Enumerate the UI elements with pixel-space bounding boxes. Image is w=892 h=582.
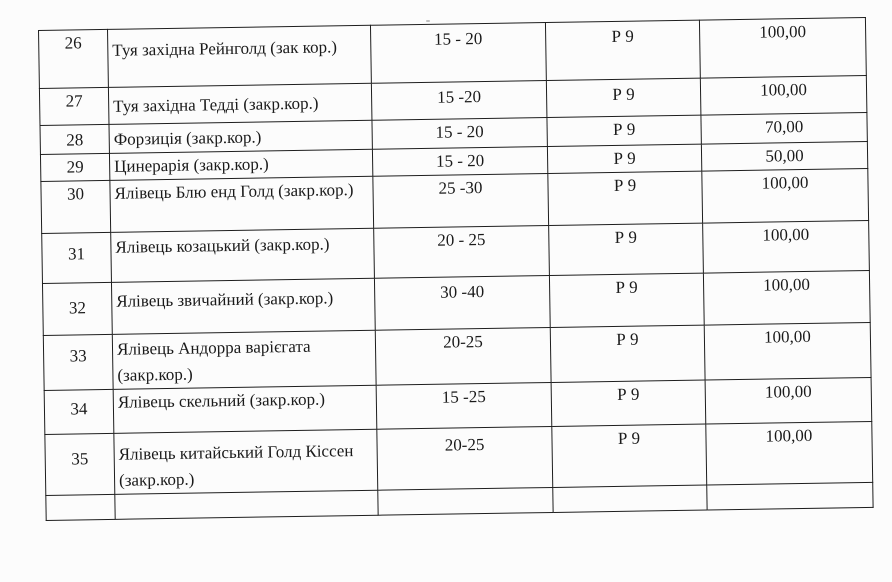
price-cell: 100,00 [705, 377, 872, 424]
row-number-cell: 29 [40, 153, 109, 181]
plant-size-cell: 15 - 20 [372, 118, 547, 150]
pot-size-cell: Р 9 [545, 20, 700, 80]
empty-cell [46, 494, 115, 520]
empty-cell [378, 487, 553, 515]
row-number-cell: 33 [43, 334, 113, 390]
pot-size-cell: Р 9 [552, 424, 707, 487]
plant-size-cell: 15 -20 [371, 81, 547, 121]
empty-cell [115, 490, 378, 519]
row-number-cell: 32 [42, 282, 112, 335]
price-table [38, 17, 874, 521]
price-cell: 100,00 [700, 75, 867, 115]
row-number-cell: 34 [44, 389, 114, 434]
row-number-cell: 30 [41, 180, 111, 233]
pot-size-cell: Р 9 [546, 78, 701, 117]
row-number-cell: 27 [39, 87, 109, 125]
plant-name-cell: Туя західна Теддi (закр.кор.) [108, 83, 372, 124]
plant-name-cell: Ялівець скельний (закр.кор.) [113, 385, 377, 433]
pot-size-cell: Р 9 [551, 380, 706, 426]
empty-cell [707, 482, 873, 510]
pot-size-cell: Р 9 [549, 223, 704, 275]
row-number-cell: 31 [42, 232, 112, 283]
plant-size-cell: 15 -25 [376, 382, 552, 429]
pot-size-cell: Р 9 [548, 171, 703, 225]
plant-size-cell: 20-25 [377, 426, 553, 490]
price-cell: 100,00 [703, 270, 870, 325]
plant-name-cell: Ялівець Андорра варієгата (закр.кор.) [112, 330, 376, 389]
plant-size-cell: 20 - 25 [374, 226, 550, 279]
row-number-cell: 28 [40, 124, 109, 154]
plant-name-cell: Цинерарія (закр.кор.) [109, 149, 372, 180]
plant-size-cell: 15 - 20 [372, 147, 547, 177]
pot-size-cell: Р 9 [547, 144, 701, 173]
plant-size-cell: 15 - 20 [370, 23, 546, 84]
price-cell: 100,00 [704, 322, 871, 380]
plant-size-cell: 20-25 [375, 327, 551, 385]
pot-size-cell: Р 9 [549, 273, 704, 327]
price-cell: 70,00 [701, 112, 867, 144]
plant-size-cell: 25 -30 [373, 174, 549, 229]
plant-name-cell: Форзиція (закр.кор.) [109, 120, 372, 153]
row-number-cell: 26 [39, 29, 109, 88]
plant-name-cell: Ялівець звичайний (закр.кор.) [111, 278, 375, 334]
plant-name-cell: Ялівець козацький (закр.кор.) [111, 228, 375, 282]
plant-name-cell: Туя західна Рейнголд (зак кор.) [107, 25, 371, 87]
price-cell: 100,00 [699, 18, 866, 79]
pot-size-cell: Р 9 [550, 325, 705, 382]
price-table-container [38, 17, 876, 540]
empty-cell [553, 485, 707, 512]
price-cell: 50,00 [701, 141, 867, 171]
price-cell: 100,00 [702, 168, 869, 223]
plant-name-cell: Ялівець китайський Голд Кіссен (закр.кор.) [114, 429, 378, 494]
plant-size-cell: 30 -40 [374, 275, 550, 330]
plant-name-cell: Ялівець Блю енд Голд (закр.кор.) [110, 176, 374, 232]
price-cell: 100,00 [703, 220, 870, 273]
pot-size-cell: Р 9 [547, 115, 701, 146]
row-number-cell: 35 [45, 433, 115, 495]
price-cell: 100,00 [706, 421, 873, 485]
scan-speck-mark [426, 20, 430, 22]
